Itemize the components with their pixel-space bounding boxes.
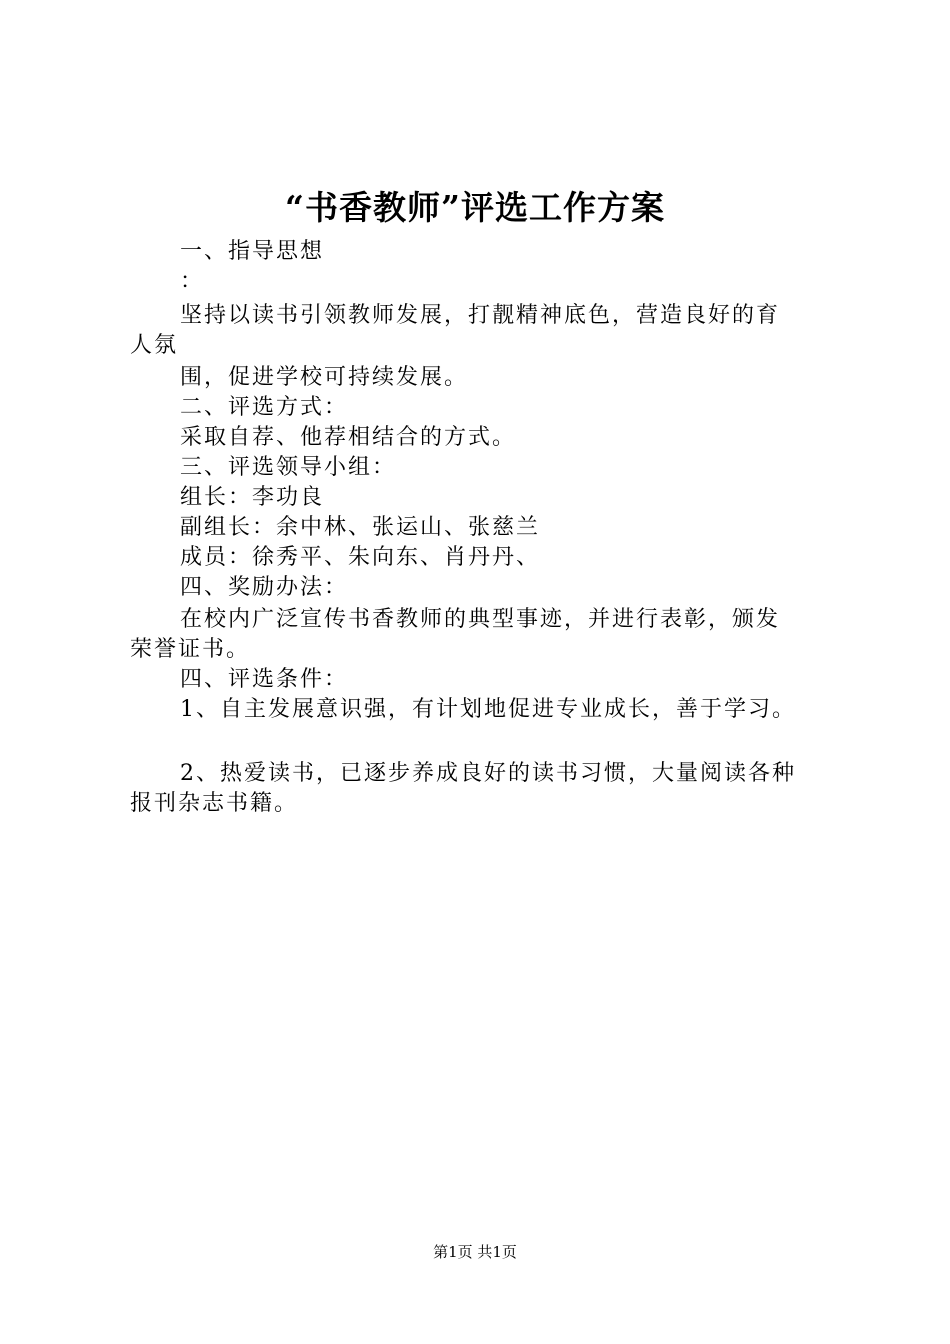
- group-leader-line: 组长：李功良: [180, 485, 325, 510]
- colon-line: ：: [180, 269, 205, 294]
- paragraph-line: 采取自荐、他荐相结合的方式。: [180, 425, 517, 450]
- paragraph-line: 人氛: [130, 333, 179, 358]
- members-line: 成员：徐秀平、朱向东、肖丹丹、: [180, 545, 541, 570]
- paragraph-line: 围，促进学校可持续发展。: [180, 365, 469, 390]
- section-heading-leadership-group: 三、评选领导小组：: [180, 455, 397, 480]
- section-heading-guiding-ideology: 一、指导思想: [180, 239, 325, 264]
- section-heading-rewards: 四、奖励办法：: [180, 575, 349, 600]
- paragraph-line: 坚持以读书引领教师发展，打靓精神底色，营造良好的育: [180, 303, 781, 328]
- deputy-leader-line: 副组长：余中林、张运山、张慈兰: [180, 515, 541, 540]
- document-title: “书香教师”评选工作方案: [285, 188, 665, 227]
- section-heading-selection-method: 二、评选方式：: [180, 395, 349, 420]
- criteria-item-2: 2、热爱读书，已逐步养成良好的读书习惯，大量阅读各种: [180, 761, 796, 786]
- section-heading-criteria: 四、评选条件：: [180, 667, 349, 692]
- criteria-item-1: 1、自主发展意识强，有计划地促进专业成长，善于学习。: [180, 697, 796, 722]
- paragraph-line: 报刊杂志书籍。: [130, 791, 299, 816]
- paragraph-line: 在校内广泛宣传书香教师的典型事迹，并进行表彰，颁发: [180, 607, 781, 632]
- paragraph-line: 荣誉证书。: [130, 637, 251, 662]
- page-footer: 第1页 共1页: [433, 1243, 517, 1261]
